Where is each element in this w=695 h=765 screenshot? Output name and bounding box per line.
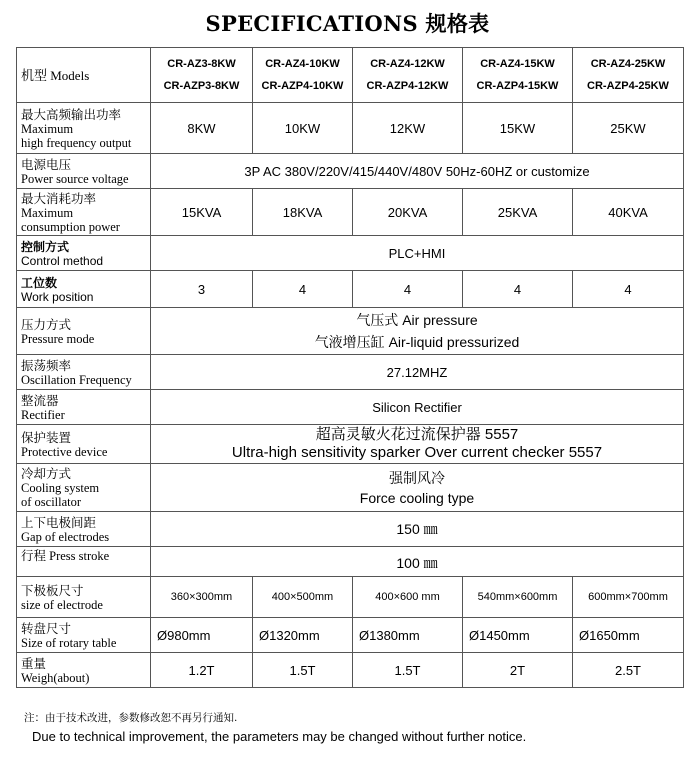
electrode-value: 400×500mm [253, 577, 353, 618]
table-row-rotary [17, 618, 684, 653]
cooling-value: 强制风冷 Force cooling type [151, 464, 684, 512]
power-value: 10KW [253, 103, 353, 154]
rotary-value: Ø1320mm [253, 618, 353, 653]
stroke-label: 行程 Press stroke [17, 547, 151, 577]
table-row-control [17, 236, 684, 271]
table-row-models [17, 48, 684, 103]
model-cell: CR-AZ4-10KW CR-AZP4-10KW [253, 48, 353, 103]
cooling-label: 冷却方式 Cooling system of oscillator [17, 464, 151, 512]
consumption-label: 最大消耗功率 Maximum consumption power [17, 189, 151, 236]
table-row-voltage [17, 154, 684, 189]
work-value: 4 [573, 271, 684, 308]
table-row-rectifier [17, 390, 684, 425]
power-value: 15KW [463, 103, 573, 154]
electrode-value: 540mm×600mm [463, 577, 573, 618]
weight-value: 1.2T [151, 653, 253, 688]
power-value: 12KW [353, 103, 463, 154]
consumption-value: 20KVA [353, 189, 463, 236]
protective-value: 超高灵敏火花过流保护器 5557 Ultra-high sensitivity sparker Over current checker 5557 [151, 425, 684, 464]
work-value: 4 [463, 271, 573, 308]
power-label: 最大高频输出功率 Maximum high frequency output [17, 103, 151, 154]
model-cell: CR-AZ3-8KW CR-AZP3-8KW [151, 48, 253, 103]
model-cell: CR-AZ4-25KW CR-AZP4-25KW [573, 48, 684, 103]
pressure-label: 压力方式 Pressure mode [17, 308, 151, 355]
work-value: 3 [151, 271, 253, 308]
rotary-value: Ø980mm [151, 618, 253, 653]
electrode-value: 360×300mm [151, 577, 253, 618]
power-value: 8KW [151, 103, 253, 154]
work-value: 4 [253, 271, 353, 308]
footnote-english: Due to technical improvement, the parameters may be changed without further notice. [32, 729, 527, 744]
work-label: 工位数 Work position [17, 271, 151, 308]
power-value: 25KW [573, 103, 684, 154]
weight-value: 2.5T [573, 653, 684, 688]
weight-value: 2T [463, 653, 573, 688]
stroke-value: 100 ㎜ [151, 547, 684, 577]
table-row-work [17, 271, 684, 308]
oscillation-label: 振荡频率 Oscillation Frequency [17, 355, 151, 390]
page-title: SPECIFICATIONS 规格表 [205, 11, 490, 36]
models-label: 机型 Models [17, 48, 151, 103]
table-row-cooling [17, 464, 684, 512]
control-label: 控制方式 Control method [17, 236, 151, 271]
table-row-weight [17, 653, 684, 688]
rectifier-label: 整流器 Rectifier [17, 390, 151, 425]
voltage-value: 3P AC 380V/220V/415/440V/480V 50Hz-60HZ or customize [151, 154, 684, 189]
model-cell: CR-AZ4-15KW CR-AZP4-15KW [463, 48, 573, 103]
electrode-value: 400×600 mm [353, 577, 463, 618]
consumption-value: 18KVA [253, 189, 353, 236]
rotary-value: Ø1650mm [573, 618, 684, 653]
weight-value: 1.5T [353, 653, 463, 688]
rotary-value: Ø1380mm [353, 618, 463, 653]
work-value: 4 [353, 271, 463, 308]
table-row-gap [17, 512, 684, 547]
consumption-value: 15KVA [151, 189, 253, 236]
table-row-protective [17, 425, 684, 464]
electrode-label: 下极板尺寸 size of electrode [17, 577, 151, 618]
table-row-power [17, 103, 684, 154]
table-row-stroke [17, 547, 684, 577]
consumption-value: 25KVA [463, 189, 573, 236]
footnote-chinese: 注：由于技术改进，参数修改恕不再另行通知. [24, 712, 238, 724]
oscillation-value: 27.12MHZ [151, 355, 684, 390]
rectifier-value: Silicon Rectifier [151, 390, 684, 425]
rotary-label: 转盘尺寸 Size of rotary table [17, 618, 151, 653]
table-row-pressure [17, 308, 684, 355]
electrode-value: 600mm×700mm [573, 577, 684, 618]
specifications-table [16, 47, 684, 688]
protective-label: 保护装置 Protective device [17, 425, 151, 464]
voltage-label: 电源电压 Power source voltage [17, 154, 151, 189]
weight-value: 1.5T [253, 653, 353, 688]
gap-label: 上下电极间距 Gap of electrodes [17, 512, 151, 547]
model-cell: CR-AZ4-12KW CR-AZP4-12KW [353, 48, 463, 103]
table-row-oscillation [17, 355, 684, 390]
table-row-consumption [17, 189, 684, 236]
gap-value: 150 ㎜ [151, 512, 684, 547]
pressure-value: 气压式 Air pressure 气液增压缸 Air-liquid pressurized [151, 308, 684, 355]
consumption-value: 40KVA [573, 189, 684, 236]
table-row-electrode [17, 577, 684, 618]
control-value: PLC+HMI [151, 236, 684, 271]
weight-label: 重量 Weigh(about) [17, 653, 151, 688]
rotary-value: Ø1450mm [463, 618, 573, 653]
